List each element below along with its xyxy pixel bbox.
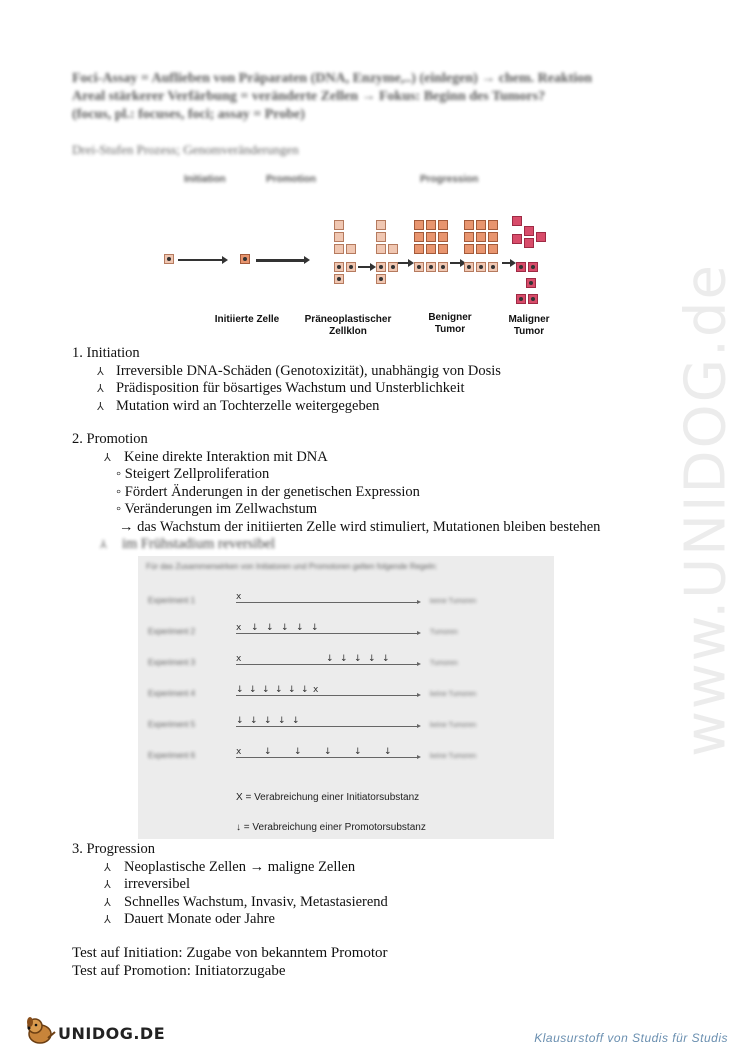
- promotor-marker: ↓: [296, 623, 304, 633]
- promotor-marker: ↓: [354, 747, 362, 757]
- list-subitem: ◦ Veränderungen im Zellwachstum: [116, 501, 317, 517]
- initiator-marker: x: [313, 685, 319, 695]
- header-line-3: (focus, pl.: focuses, foci; assay = Probe): [72, 107, 305, 122]
- promotor-marker: ↓: [251, 623, 259, 633]
- experiment-label: Experiment 4: [148, 689, 196, 698]
- promotor-marker: ↓: [249, 685, 257, 695]
- initiator-marker: x: [236, 592, 242, 602]
- list-subitem: ◦ Steigert Zellproliferation: [116, 466, 270, 482]
- stage-label-initiation: Initiation: [184, 174, 226, 185]
- timeline-4: [236, 695, 418, 696]
- timeline-5: [236, 726, 418, 727]
- promotor-marker: ↓: [382, 654, 390, 664]
- experiment-label: Experiment 6: [148, 751, 196, 760]
- promotor-marker: ↓: [262, 685, 270, 695]
- bullet-icon: ⅄: [104, 913, 111, 926]
- arrow-progression-4: [502, 262, 512, 264]
- list-item: ⅄ Schnelles Wachstum, Invasiv, Metastasierend: [104, 893, 388, 910]
- experiment-label: Experiment 5: [148, 720, 196, 729]
- promotor-marker: ↓: [311, 623, 319, 633]
- promotor-marker: ↓: [275, 685, 283, 695]
- experiment-label: Experiment 3: [148, 658, 196, 667]
- promotor-marker: ↓: [340, 654, 348, 664]
- section-progression: [72, 841, 388, 929]
- list-item: ⅄ irreversibel: [104, 876, 191, 892]
- list-item: ⅄ Prädisposition für bösartiges Wachstum und Unsterblichkeit: [97, 380, 465, 396]
- initiator-marker: x: [236, 747, 242, 757]
- arrow-progression-1: [358, 266, 372, 268]
- promotor-marker: ↓: [250, 716, 258, 726]
- promotor-marker: ↓: [326, 654, 334, 664]
- dog-icon: [24, 1014, 58, 1046]
- promotor-marker: ↓: [354, 654, 362, 664]
- promotor-marker: ↓: [281, 623, 289, 633]
- list-item: ⅄ Irreversible DNA-Schäden (Genotoxizität), unabhängig von Dosis: [97, 362, 501, 379]
- carcinogenesis-figure: [160, 166, 550, 346]
- bullet-icon: ⅄: [97, 382, 104, 395]
- promotor-marker: ↓: [236, 716, 244, 726]
- initiator-marker: x: [236, 654, 242, 664]
- promotor-marker: ↓: [384, 747, 392, 757]
- promotor-marker: ↓: [292, 716, 300, 726]
- bullet-icon: ⅄: [97, 399, 104, 413]
- heading-progression: 3. Progression: [72, 841, 155, 857]
- bullet-icon: ⅄: [97, 364, 104, 378]
- arrow-progression-3: [450, 262, 462, 264]
- watermark: www.UNIDOG.de: [673, 263, 739, 757]
- timeline-1: [236, 602, 418, 603]
- arrow-promotion: [256, 259, 306, 262]
- initiated-cell: [240, 254, 250, 264]
- diagram-title: Für das Zusammenwirken von Initiatoren und Promotoren gelten folgende Regeln:: [146, 562, 438, 571]
- promotor-marker: ↓: [301, 685, 309, 695]
- test-promotion: Test auf Promotion: Initiatorzugabe: [72, 963, 286, 979]
- promotor-marker: ↓: [324, 747, 332, 757]
- timeline-3: [236, 664, 418, 665]
- logo-text: UNIDOG.DE: [58, 1024, 166, 1043]
- legend-promotor: ↓ = Verabreichung einer Promotorsubstanz: [236, 822, 426, 833]
- promotor-marker: ↓: [278, 716, 286, 726]
- list-item: ⅄ Mutation wird an Tochterzelle weitergegeben: [97, 397, 380, 414]
- normal-cell: [164, 254, 174, 264]
- timeline-2: [236, 633, 418, 634]
- bullet-icon: ⅄: [104, 860, 111, 874]
- tests-block: [72, 944, 388, 980]
- header-line-2: Areal stärkerer Verfärbung = veränderte Zellen → Fokus: Beginn des Tumors?: [72, 89, 546, 104]
- heading-promotion: 2. Promotion: [72, 431, 148, 447]
- arrow-initiation: [178, 259, 224, 261]
- promotor-marker: ↓: [266, 623, 274, 633]
- timeline-6: [236, 757, 418, 758]
- caption-benign-tumor: Benigner Tumor: [428, 312, 472, 335]
- promotor-marker: ↓: [294, 747, 302, 757]
- footer-note: Klausurstoff von Studis für Studis: [534, 1031, 728, 1045]
- experiment-label: Experiment 2: [148, 627, 196, 636]
- promotor-marker: ↓: [288, 685, 296, 695]
- experiment-label: Experiment 1: [148, 596, 196, 605]
- result-line: → das Wachstum der initiierten Zelle wird stimuliert, Mutationen bleiben bestehen: [119, 518, 601, 535]
- header-line-1: Foci-Assay = Auflieben von Präparaten (DNA, Enzyme,..) (einlegen) → chem. Reaktion: [72, 71, 593, 86]
- promotor-marker: ↓: [236, 685, 244, 695]
- bullet-icon: ⅄: [104, 895, 111, 909]
- caption-initiated-cell: Initiierte Zelle: [214, 314, 280, 325]
- subheading: Drei-Stufen Prozess; Genomveränderungen: [72, 142, 299, 157]
- bullet-icon: ⅄: [104, 450, 111, 464]
- caption-malignant-tumor: Maligner Tumor: [508, 314, 550, 337]
- list-item: ⅄ Dauert Monate oder Jahre: [104, 911, 275, 927]
- experiment-result: keine Tumoren: [430, 691, 477, 698]
- unidog-logo: [24, 1014, 166, 1046]
- caption-preneoplastic: Präneoplastischer Zellklon: [304, 314, 392, 337]
- header-text: [72, 70, 672, 124]
- experiment-result: Tumoren: [430, 629, 458, 636]
- list-item-blurred: ⅄ im Frühstadium reversibel: [100, 536, 276, 552]
- initiator-marker: x: [236, 623, 242, 633]
- promotor-marker: ↓: [368, 654, 376, 664]
- bullet-icon: ⅄: [104, 878, 111, 891]
- section-promotion: [72, 431, 600, 554]
- experiment-result: Tumoren: [430, 660, 458, 667]
- experiment-diagram: [138, 556, 554, 839]
- promotor-marker: ↓: [264, 716, 272, 726]
- test-initiation: Test auf Initiation: Zugabe von bekanntem Promotor: [72, 945, 388, 961]
- arrow-progression-2: [398, 262, 410, 264]
- experiment-result: keine Tumoren: [430, 598, 477, 605]
- experiment-result: keine Tumoren: [430, 753, 477, 760]
- section-initiation: [72, 345, 501, 415]
- heading-initiation: 1. Initiation: [72, 345, 140, 361]
- legend-initiator: X = Verabreichung einer Initiatorsubstanz: [236, 792, 420, 803]
- promotor-marker: ↓: [264, 747, 272, 757]
- stage-label-promotion: Promotion: [266, 174, 316, 185]
- list-subitem: ◦ Fördert Änderungen in der genetischen Expression: [116, 483, 420, 500]
- experiment-result: keine Tumoren: [430, 722, 477, 729]
- list-item: ⅄ Keine direkte Interaktion mit DNA: [104, 448, 328, 465]
- list-item: ⅄ Neoplastische Zellen → maligne Zellen: [104, 858, 356, 875]
- stage-label-progression: Progression: [420, 174, 479, 185]
